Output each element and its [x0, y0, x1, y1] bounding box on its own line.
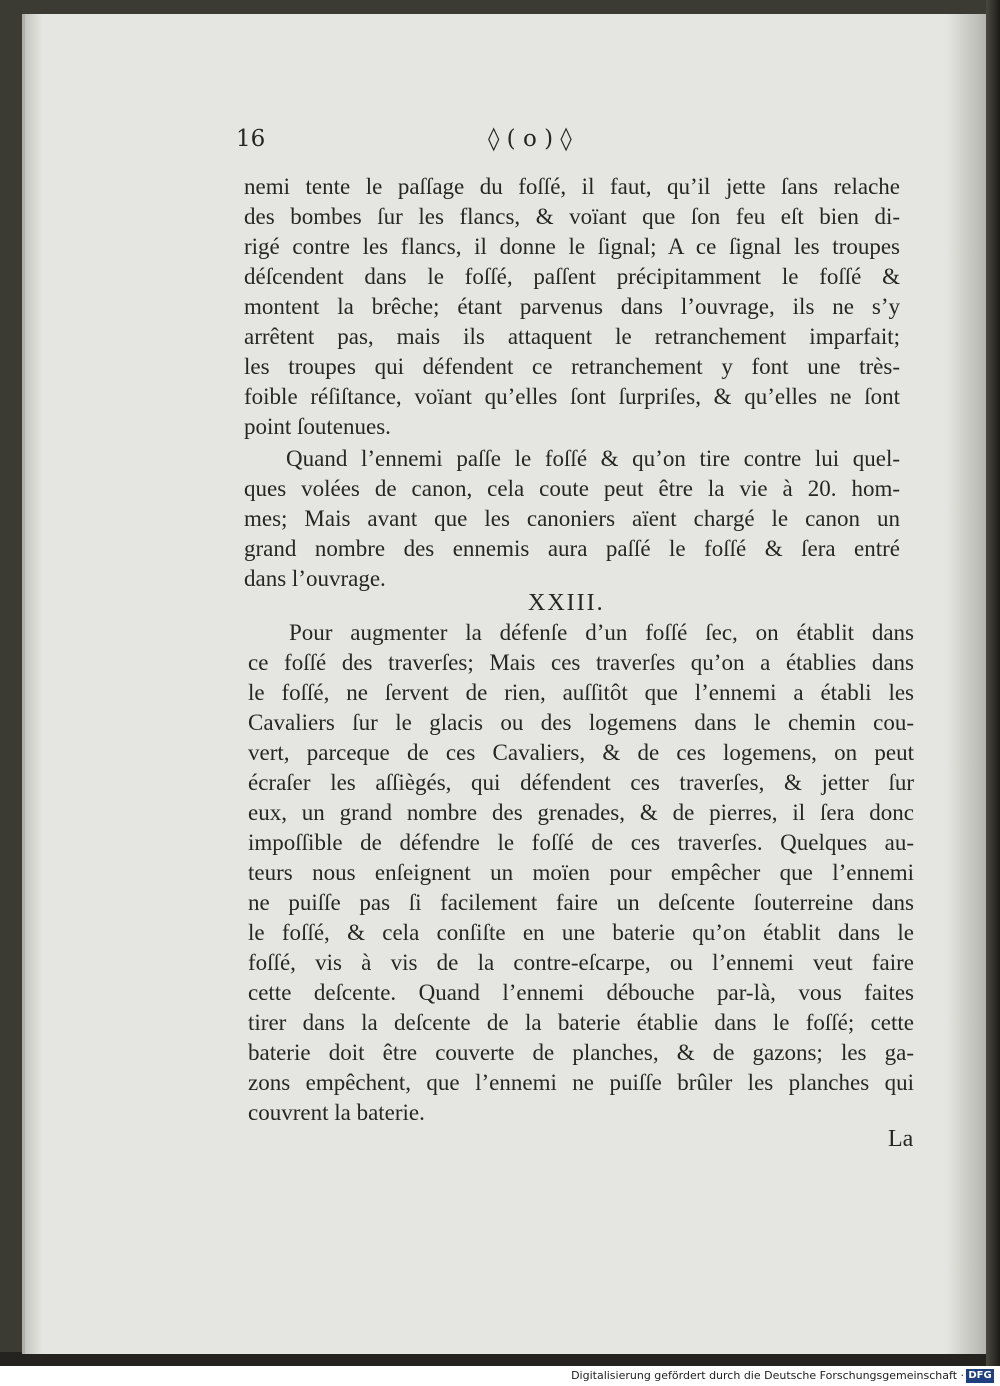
text-line: arrêtent pas, mais ils attaquent le retranchement imparfait; [244, 324, 900, 349]
text-line: zons empêchent, que l’ennemi ne puiſſe brûler les planches qui [248, 1070, 914, 1095]
text-line: impoſſible de défendre le foſſé de ces traverſes. Quelques au- [248, 830, 914, 855]
scan-bottom-edge [0, 1352, 1000, 1366]
text-line: dans l’ouvrage. [244, 566, 386, 591]
paragraph-first-line: Pour augmenter la défenſe d’un foſſé ſec, on établit dans [289, 620, 914, 645]
paragraph-first-line: Quand l’ennemi paſſe le foſſé & qu’on tire contre lui quel- [286, 446, 900, 471]
text-line: foible réſiſtance, voïant qu’elles ſont ſurpriſes, & qu’elles ne ſont [244, 384, 900, 409]
text-line: ne puiſſe pas ſi facilement faire un deſcente ſouterreine dans [248, 890, 914, 915]
text-line: grand nombre des ennemis aura paſſé le foſſé & ſera entré [244, 536, 900, 561]
text-line: nemi tente le paſſage du foſſé, il faut, qu’il jette ſans relache [244, 174, 900, 199]
text-line: teurs nous enſeignent un moïen pour empêcher que l’ennemi [248, 860, 914, 885]
page-edge-shadow [22, 14, 42, 1354]
text-line: mes; Mais avant que les canoniers aïent chargé le canon un [244, 506, 900, 531]
page-number: 16 [236, 126, 266, 152]
text-line: rigé contre les flancs, il donne le ſignal; A ce ſignal les troupes [244, 234, 900, 259]
book-binding-edge [986, 0, 1000, 1366]
funding-note: Digitalisierung gefördert durch die Deutsche Forschungsgemeinschaft · [571, 1369, 964, 1382]
text-line: couvrent la baterie. [248, 1100, 425, 1125]
text-line: Cavaliers ſur le glacis ou des logemens dans le chemin cou- [248, 710, 914, 735]
text-line: des bombes ſur les flancs, & voïant que ſon feu eſt bien di- [244, 204, 900, 229]
section-heading: XXIII. [528, 590, 605, 616]
text-line: le foſſé, ne ſervent de rien, auſſitôt que l’ennemi a établi les [248, 680, 914, 705]
text-line: écraſer les aſſiègés, qui défendent ces traverſes, & jetter ſur [248, 770, 914, 795]
page-gutter-shadow [946, 14, 986, 1354]
text-line: foſſé, vis à vis de la contre-eſcarpe, ou l’ennemi veut faire [248, 950, 914, 975]
text-line: cette deſcente. Quand l’ennemi débouche par-là, vous faites [248, 980, 914, 1005]
text-line: point ſoutenues. [244, 414, 391, 439]
text-line: eux, un grand nombre des grenades, & de pierres, il ſera donc [248, 800, 914, 825]
text-line: montent la brêche; étant parvenus dans l’ouvrage, ils ne s’y [244, 294, 900, 319]
text-line: déſcendent dans le foſſé, paſſent précipitamment le foſſé & [244, 264, 900, 289]
text-line: le foſſé, & cela conſiſte en une baterie qu’on établit dans le [248, 920, 914, 945]
text-line: ques volées de canon, cela coute peut être la vie à 20. hom- [244, 476, 900, 501]
text-line: baterie doit être couverte de planches, & de gazons; les ga- [248, 1040, 914, 1065]
text-line: vert, parceque de ces Cavaliers, & de ces logemens, on peut [248, 740, 914, 765]
text-line: ce foſſé des traverſes; Mais ces traverſes qu’on a établies dans [248, 650, 914, 675]
running-head-ornament: ◊ ( o ) ◊ [488, 126, 572, 152]
catchword: La [888, 1126, 914, 1152]
text-line: tirer dans la deſcente de la baterie établie dans le foſſé; cette [248, 1010, 914, 1035]
text-line: les troupes qui défendent ce retranchement y font une très- [244, 354, 900, 379]
dfg-logo: DFG [966, 1369, 994, 1383]
